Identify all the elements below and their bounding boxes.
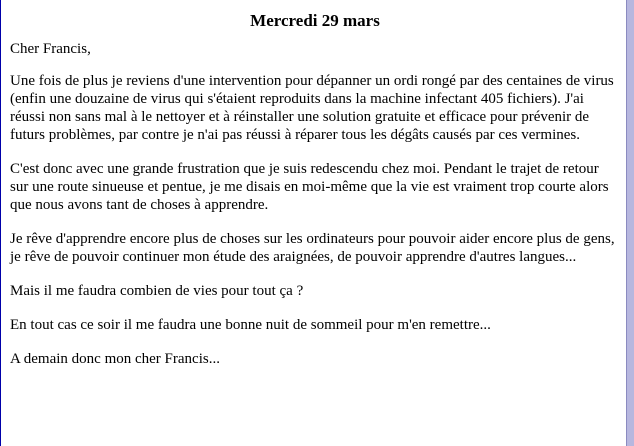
letter-content	[10, 0, 620, 368]
letter-date-title: Mercredi 29 mars	[250, 11, 380, 30]
letter-paragraph-3: Je rêve d'apprendre encore plus de choses sur les ordinateurs pour pouvoir aider encore plus de gens, je rêve de pouvoir continuer mon étude des araignées, de pouvoir apprendre d'autres langues...	[10, 231, 615, 265]
letter-paragraph-2: C'est donc avec une grande frustration que je suis redescendu chez moi. Pendant le trajet de retour sur une route sinueuse et pentue, je me disais en moi-même que la vie est vraiment trop courte alors que nous avons tant de choses à apprendre.	[10, 161, 609, 213]
letter-greeting: Cher Francis,	[10, 41, 91, 57]
letter-paragraph-1: Une fois de plus je reviens d'une intervention pour dépanner un ordi rongé par des centaines de virus (enfin une douzaine de virus qui s'étaient reproduits dans la machine infectant 405 fichiers). J'ai réussi non sans mal à le nettoyer et à réinstaller une solution gratuite et efficace pour prévenir de futurs problèmes, par contre je n'ai pas réussi à réparer tous les dégâts causés par ces vermines.	[10, 73, 614, 143]
scrollbar-edge[interactable]	[626, 0, 634, 446]
letter-paragraph-5: En tout cas ce soir il me faudra une bonne nuit de sommeil pour m'en remettre...	[10, 317, 491, 333]
letter-closing: A demain donc mon cher Francis...	[10, 351, 220, 367]
letter-paragraph-4: Mais il me faudra combien de vies pour tout ça ?	[10, 283, 304, 299]
